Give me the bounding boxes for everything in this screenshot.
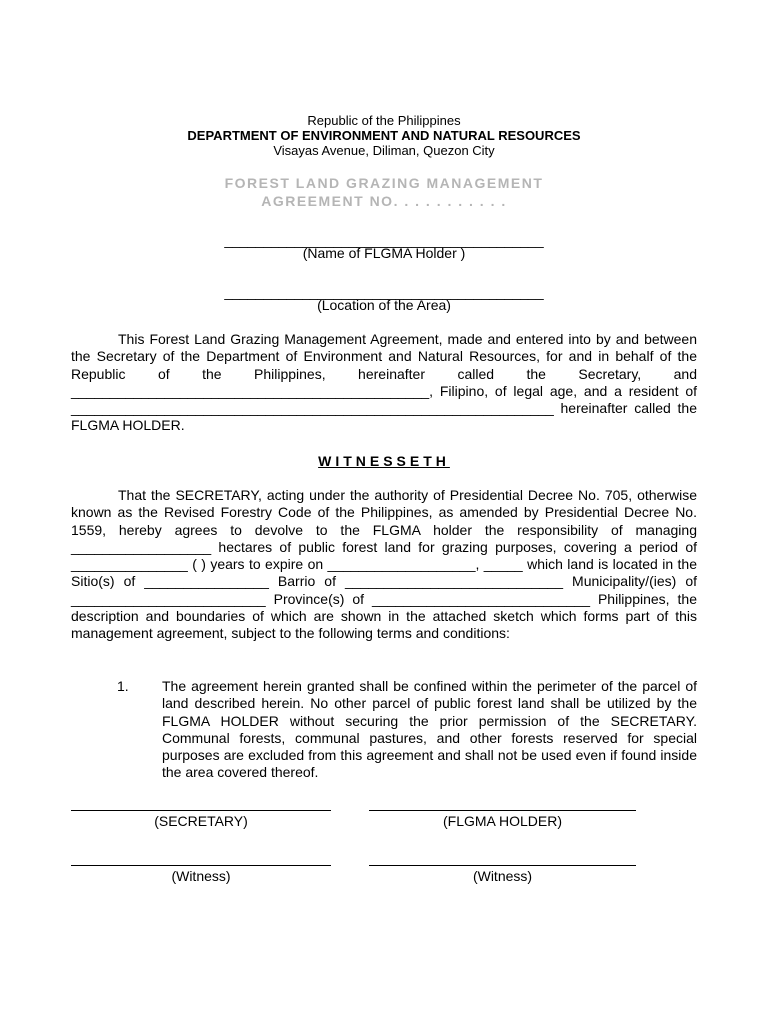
term-number: 1. xyxy=(117,678,129,694)
secretary-signature-line xyxy=(71,810,331,811)
witness-right-block xyxy=(369,865,636,884)
witness-left-label: (Witness) xyxy=(171,868,231,884)
holder-signature-line xyxy=(369,810,636,811)
main-paragraph: That the SECRETARY, acting under the authority of Presidential Decree No. 705, otherwise known as the Revised Forestry Code of the Philippines, as amended by Presidential Decree No. 1559, hereby agrees to devolve to the FLGMA holder the responsibility of managing __________________ hectares of public forest land for grazing purposes, covering a period of _______________ ( ) years to expire on ___________________, _____ which land is located in the Sitio(s) of ________________ Barrio of ____________________________ Municipality/(ies) of _________________________ Province(s) of ____________________________ Philippines, the description and boundaries of which are shown in the attached sketch which forms part of this management agreement, subject to the following terms and conditions: xyxy=(71,487,697,642)
witness-left-line xyxy=(71,865,331,866)
holder-signature-block xyxy=(369,810,636,829)
header-republic: Republic of the Philippines xyxy=(307,113,461,128)
holder-label: (FLGMA HOLDER) xyxy=(442,813,562,829)
secretary-signature-block xyxy=(71,810,331,829)
witness-left-block xyxy=(71,865,331,884)
witnesseth-heading xyxy=(0,453,768,469)
header-department: DEPARTMENT OF ENVIRONMENT AND NATURAL RESOURCES xyxy=(187,128,581,143)
agreement-number: AGREEMENT NO. . . . . . . . . . . xyxy=(261,193,507,209)
location-label: (Location of the Area) xyxy=(317,297,451,313)
secretary-label: (SECRETARY) xyxy=(154,813,248,829)
term-text: The agreement herein granted shall be confined within the perimeter of the parcel of land described herein. No other parcel of public forest land shall be utilized by the FLGMA HOLDER without securing the prior permission of the SECRETARY. Communal forests, communal pastures, and other forests reserved for special purposes are excluded from this agreement and shall not be used even if found inside the area covered thereof. xyxy=(162,678,697,781)
agreement-title: FOREST LAND GRAZING MANAGEMENT xyxy=(224,175,544,191)
witnesseth-text: WITNESSETH xyxy=(318,453,450,469)
intro-paragraph: This Forest Land Grazing Management Agreement, made and entered into by and between the Secretary of the Department of Environment and Natural Resources, for and in behalf of the Republic of the Philippines, hereinafter called the Secretary, and ______________________________________________, Filipino, of legal age, and a resident of ______________________________________________________________ hereinafter called the FLGMA HOLDER. xyxy=(71,331,697,434)
witness-right-line xyxy=(369,865,636,866)
holder-name-blank: _________________________________________ xyxy=(224,232,544,248)
holder-name-label: (Name of FLGMA Holder ) xyxy=(302,245,466,261)
header-address: Visayas Avenue, Diliman, Quezon City xyxy=(273,143,495,158)
witness-right-label: (Witness) xyxy=(472,868,533,884)
location-blank: _________________________________________ xyxy=(224,284,544,300)
